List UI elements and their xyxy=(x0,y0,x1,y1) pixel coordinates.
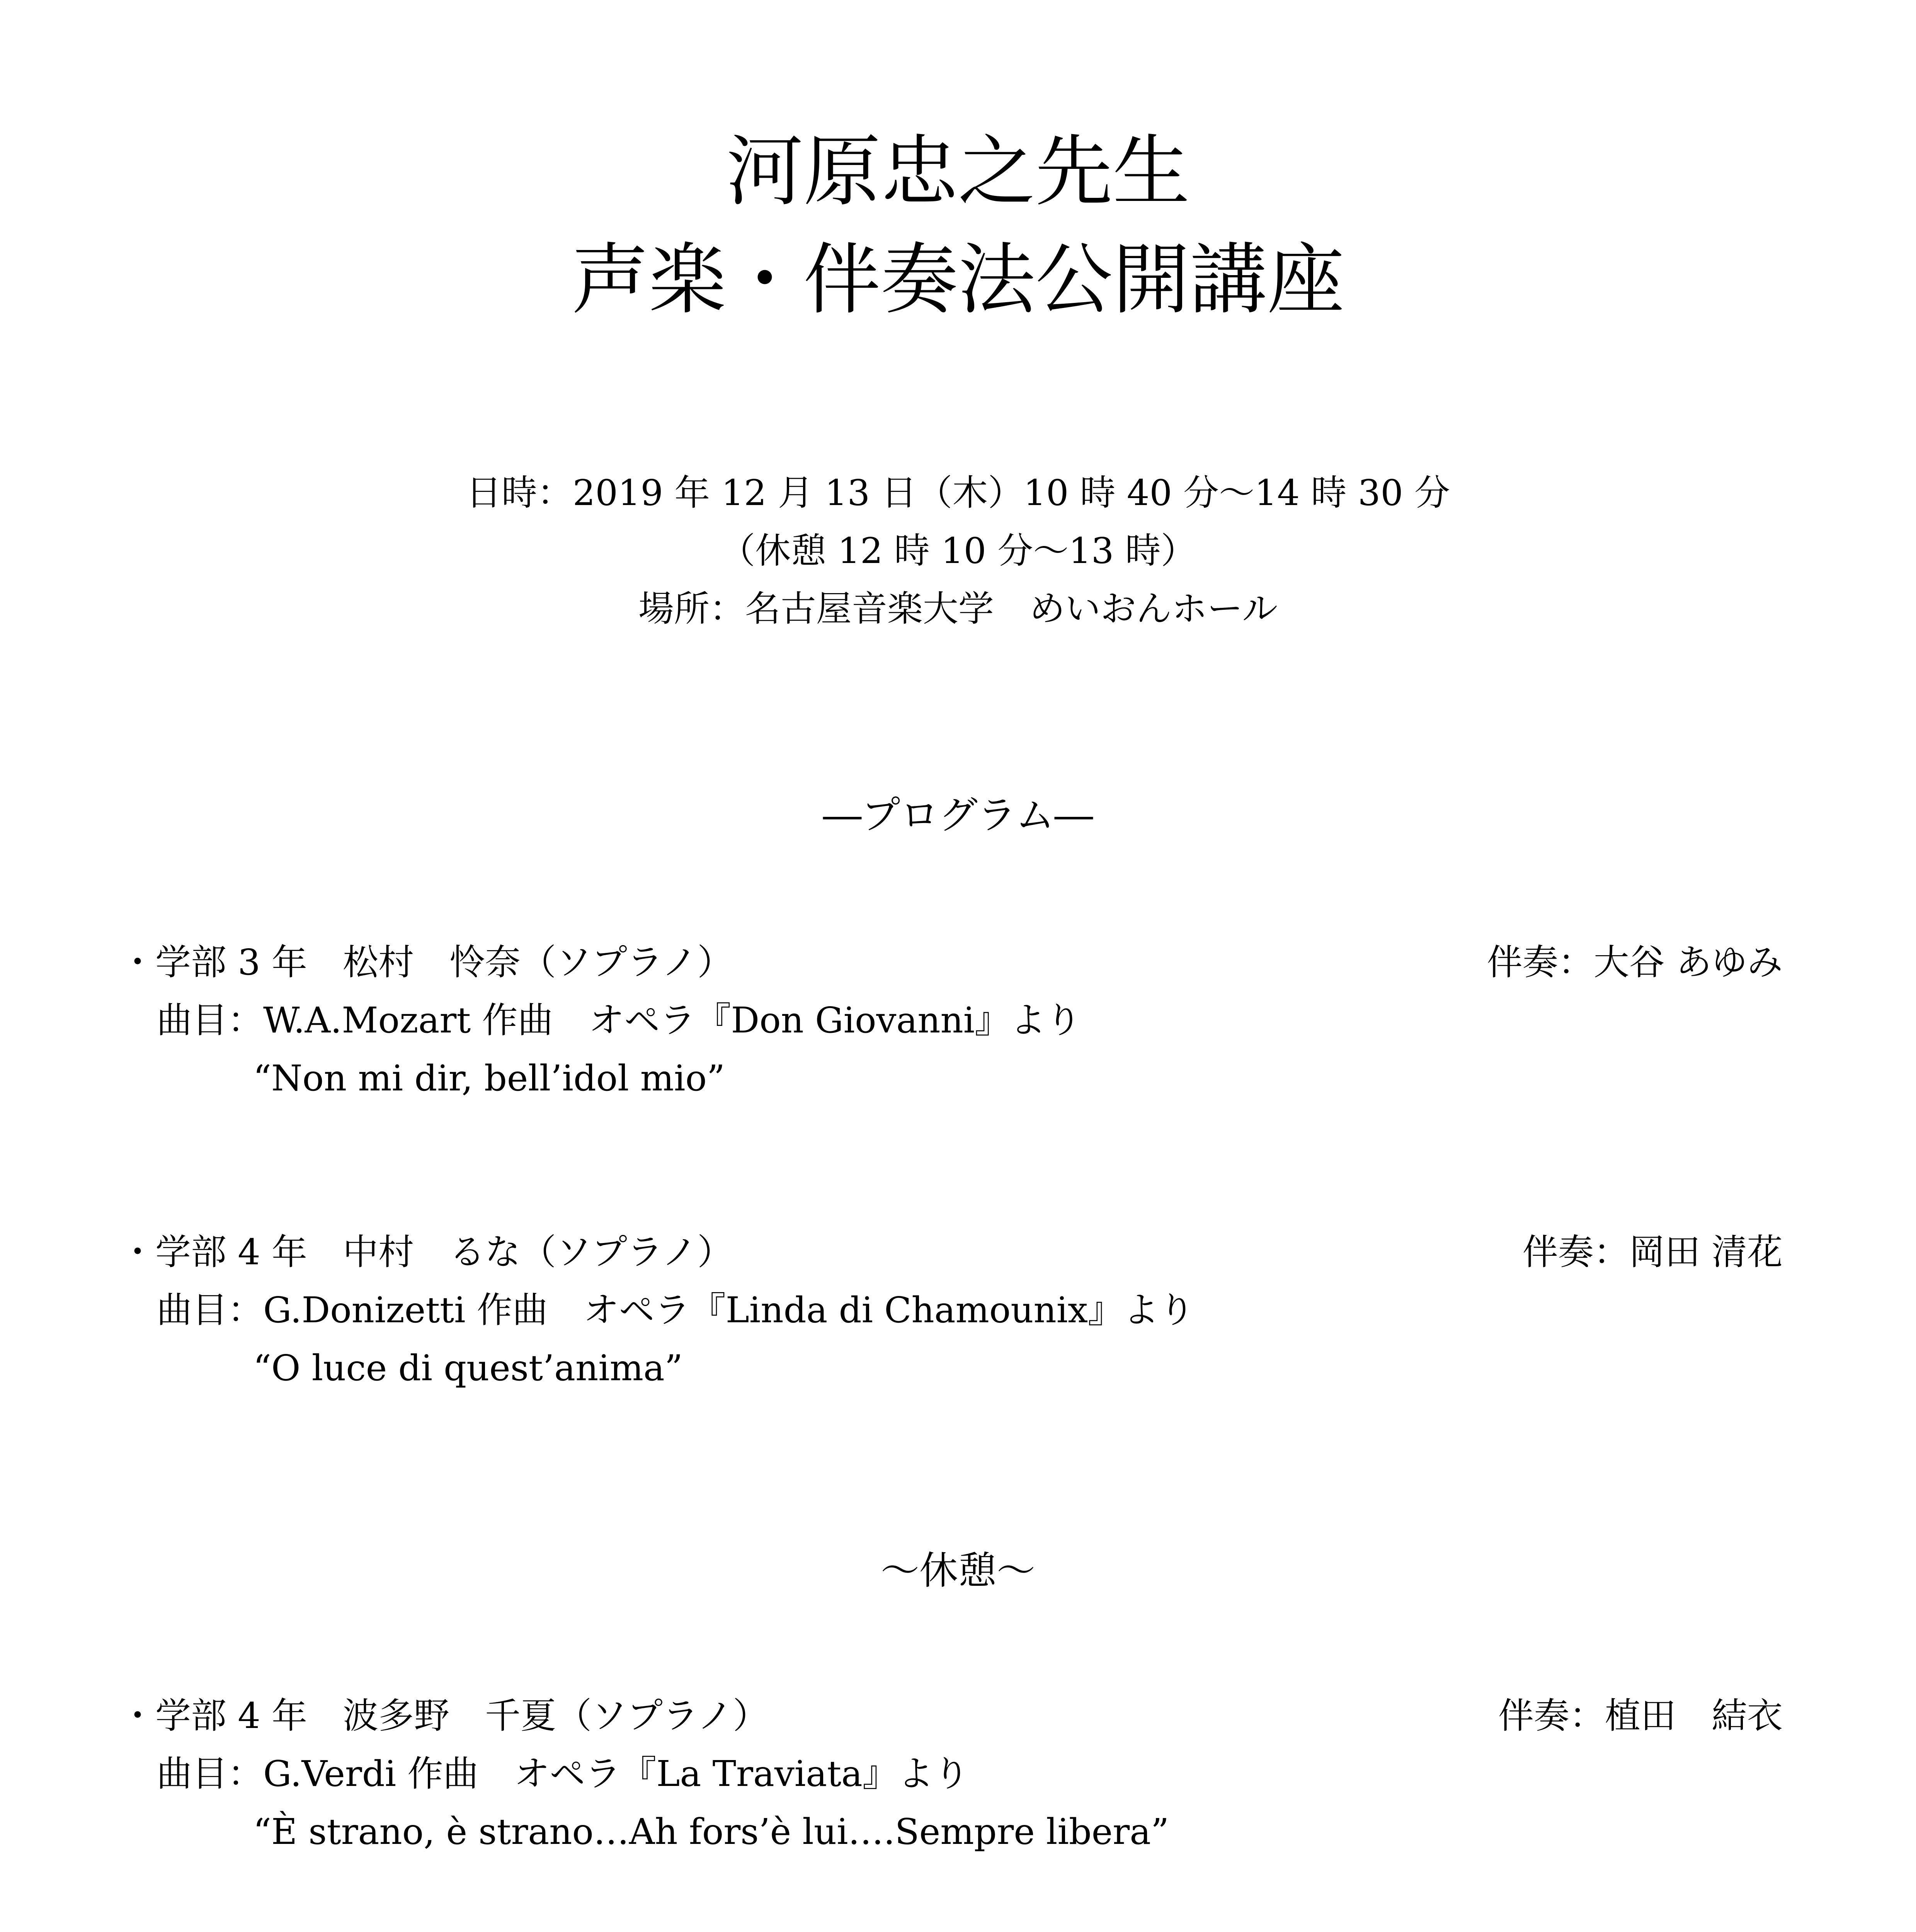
title-line-2: 声楽・伴奏法公開講座 xyxy=(571,235,1344,325)
event-break-time: （休憩 12 時 10 分～13 時） xyxy=(720,530,1196,571)
aria-title: “Non mi dir, bell’idol mio” xyxy=(253,1058,725,1099)
title-line-1: 河原忠之先生 xyxy=(726,127,1190,217)
piece-line: 曲目：W.A.Mozart 作曲 オペラ『Don Giovanni』より xyxy=(157,1000,1082,1041)
accompanist: 伴奏：大谷 あゆみ xyxy=(1487,942,1783,983)
performer: ・学部 4 年 中村 るな（ソプラノ） xyxy=(120,1231,733,1273)
event-venue: 場所：名古屋音楽大学 めいおんホール xyxy=(638,588,1278,629)
piece-line: 曲目：G.Verdi 作曲 オペラ『La Traviata』より xyxy=(157,1753,969,1794)
accompanist: 伴奏：岡田 清花 xyxy=(1522,1231,1783,1273)
performer: ・学部 3 年 松村 怜奈（ソプラノ） xyxy=(120,942,733,983)
aria-title: “È strano, è strano…Ah fors’è lui….Sempre libera” xyxy=(253,1811,1169,1852)
intermission-heading: ～休憩～ xyxy=(881,1548,1035,1593)
piece-line: 曲目：G.Donizetti 作曲 オペラ『Linda di Chamounix』より xyxy=(157,1289,1195,1331)
aria-title: “O luce di quest’anima” xyxy=(253,1347,683,1389)
accompanist: 伴奏：植田 結衣 xyxy=(1498,1695,1783,1736)
program-heading: ―プログラム― xyxy=(823,793,1093,838)
performer: ・学部 4 年 波多野 千夏（ソプラノ） xyxy=(120,1695,769,1736)
event-datetime: 日時：2019 年 12 月 13 日（木）10 時 40 分～14 時 30 分 xyxy=(466,472,1450,514)
